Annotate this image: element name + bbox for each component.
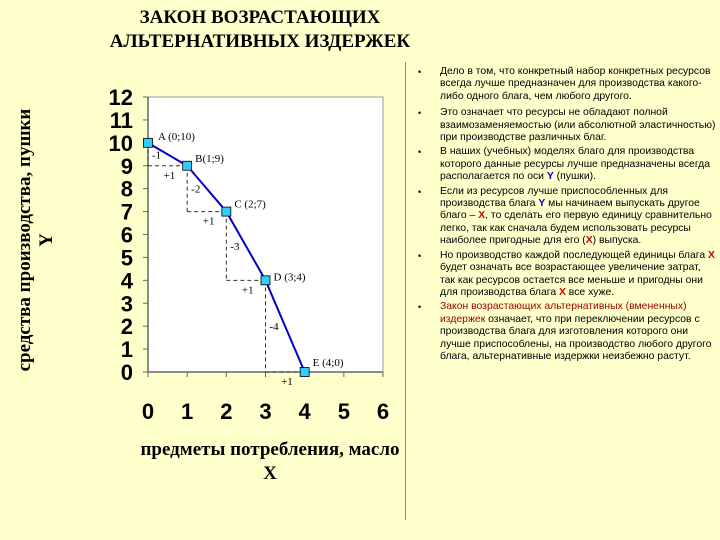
notes-list	[418, 66, 716, 365]
note-item	[418, 250, 716, 300]
y-axis-title-line1: средства производства, пушки	[14, 108, 35, 372]
y-tick-label: 0	[120, 360, 133, 385]
note-text: Но производство каждой последующей единицы блага X будет означать все возрастающее увеличение затрат, так как ресурсов остается все меньше и пригодны они для производства блага X все хуже.	[440, 249, 715, 298]
note-text: Закон возрастающих альтернативных (вмененных) издержек означает, что при переключении ресурсов с производства блага для изготовления которого они лучше приспособлены, на производство любого другого блага, альтернативные издержки неизбежно растут.	[440, 301, 712, 362]
y-tick-label: 12	[108, 85, 133, 110]
x-tick-label: 4	[298, 399, 311, 424]
y-tick-label: 8	[120, 176, 133, 202]
note-text: Дело в том, что конкретный набор конкретных ресурсов всегда лучше предназначен для производства какого-либо одного блага, чем любого другого.	[440, 66, 711, 102]
point-marker	[222, 207, 231, 216]
bullet-icon: •	[418, 250, 422, 261]
step-dx-label: +1	[281, 376, 293, 388]
y-tick-label: 4	[120, 268, 133, 294]
y-tick-label: 7	[120, 199, 133, 225]
note-item	[418, 146, 716, 183]
step-dx-label: +1	[202, 215, 215, 228]
bullet-icon: •	[418, 147, 422, 158]
ppf-chart	[0, 0, 405, 440]
step-dy-label: -3	[230, 240, 240, 253]
step-dx-label: +1	[163, 169, 176, 182]
note-item	[418, 301, 716, 363]
step-dy-label: -4	[269, 321, 279, 334]
point-label: A (0;10)	[158, 130, 195, 143]
point-label: C (2;7)	[234, 198, 266, 211]
x-axis-title: предметы потребления, масло X	[140, 439, 400, 484]
point-marker	[144, 138, 153, 147]
x-tick-label: 2	[220, 399, 233, 424]
x-tick-label: 6	[376, 399, 390, 424]
point-marker	[261, 276, 270, 285]
slide-title: ЗАКОН ВОЗРАСТАЮЩИХ АЛЬТЕРНАТИВНЫХ ИЗДЕРЖЕК	[109, 7, 411, 52]
y-tick-label: 3	[120, 291, 133, 317]
note-text: В наших (учебных) моделях благо для производства которого данные ресурсы лучше предназначены всегда располагается по оси Y (пушки).	[440, 146, 711, 183]
step-dy-label: -1	[152, 149, 162, 162]
x-tick-label: 1	[181, 399, 194, 424]
point-label: B(1;9)	[195, 152, 224, 165]
y-tick-label: 11	[109, 107, 133, 133]
bullet-icon: •	[418, 67, 422, 77]
x-tick-label: 5	[337, 399, 350, 424]
y-axis-title-line2: Y	[36, 233, 57, 247]
note-item	[418, 186, 716, 248]
point-marker	[183, 161, 192, 170]
y-tick-label: 9	[120, 153, 133, 179]
step-dx-label: +1	[241, 284, 254, 297]
y-tick-label: 2	[120, 314, 133, 340]
y-tick-label: 1	[120, 337, 133, 363]
bullet-icon: •	[418, 186, 422, 197]
x-tick-label: 3	[259, 399, 272, 424]
note-item	[418, 107, 716, 144]
point-label: D (3;4)	[273, 271, 306, 284]
bullet-icon: •	[418, 108, 422, 119]
x-tick-label: 0	[141, 399, 155, 424]
y-tick-label: 6	[120, 222, 133, 248]
point-marker	[300, 368, 309, 377]
note-text: Это означает что ресурсы не обладают полной взаимозаменяемостью (или абсолютной эластичностью) при производстве различных благ.	[440, 107, 716, 144]
note-item	[418, 66, 716, 103]
point-label: E (4;0)	[312, 357, 344, 369]
step-dy-label: -2	[191, 183, 201, 196]
y-tick-label: 10	[108, 130, 133, 156]
note-text: Если из ресурсов лучше приспособленных для производства блага Y мы начинаем выпускать другое благо – X, то сделать его первую единицу сравнительно легко, так как сначала будем использовать ресурсы наиболее пригодные для его (X) выпуска.	[440, 185, 712, 247]
y-tick-label: 5	[120, 245, 133, 271]
bullet-icon: •	[418, 302, 422, 313]
